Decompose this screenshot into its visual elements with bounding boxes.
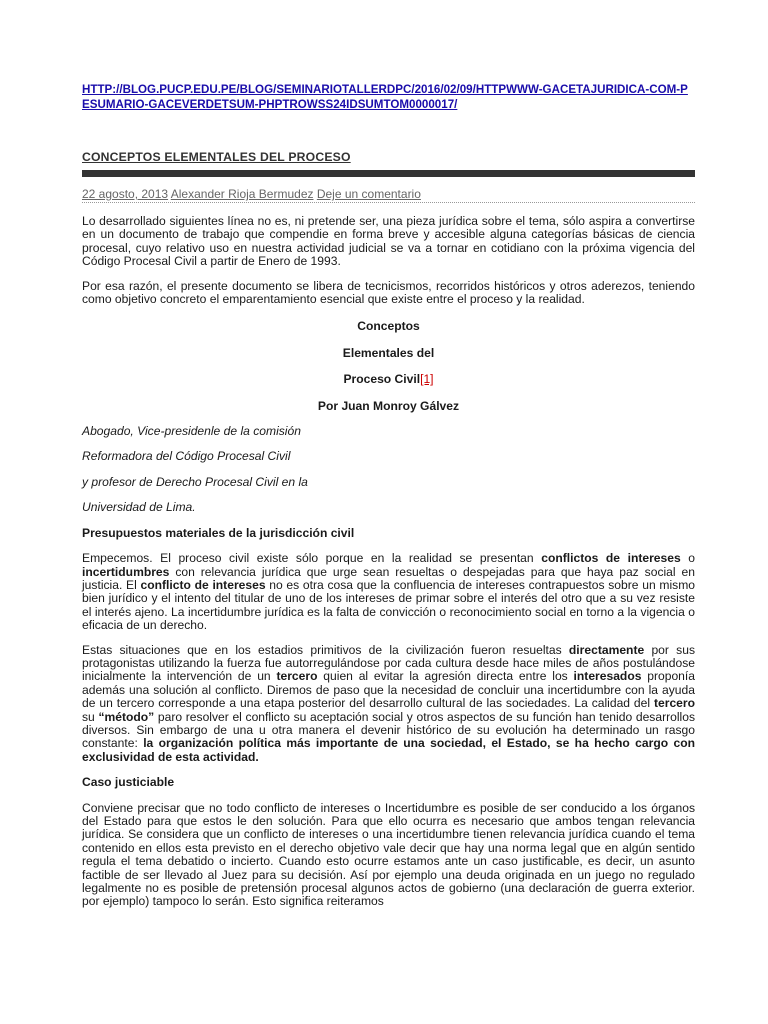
post-date-link[interactable]: 22 agosto, 2013 [82, 187, 169, 201]
heading-line-3 [82, 373, 695, 386]
post-title[interactable]: CONCEPTOS ELEMENTALES DEL PROCESO [82, 150, 351, 164]
heading-line-1: Conceptos [357, 319, 420, 334]
title-divider [82, 170, 695, 177]
source-url-link[interactable]: HTTP://BLOG.PUCP.EDU.PE/BLOG/SEMINARIOTALLERDPC/2016/02/09/HTTPWWW-GACETAJURIDICA-COM-PESUMARIO-GACEVERDETSUM-PHPTROWSS24IDSUMTOM0000017/ [82, 83, 688, 111]
post-author-link[interactable]: Alexander Rioja Bermudez [170, 187, 314, 201]
heading-author: Por Juan Monroy Gálvez [317, 398, 460, 413]
author-bio-line-1: Abogado, Vice-presidenle de la comisión [82, 424, 301, 439]
author-bio-line-3: y profesor de Derecho Procesal Civil en la [82, 474, 308, 489]
body-paragraph-3: Conviene precisar que no todo conflicto de intereses o Incertidumbre es posible de ser conducido a los órganos del Estado para que estos le den solución. Para que ello ocurra es necesario que ambos tengan relevancia jurídica. Se considera que un conflicto de intereses o una incertidumbre tienen relevancia jurídica cuando el tema contenido en ellos esta previsto en el derecho objetivo vale decir que hay una norma legal que en algún sentido regula el tema debatido o incierto. Cuando esto ocurre estamos ante un caso justificable, es decir, un asunto factible de ser llevado al Juez para su decisión. Así por ejemplo una deuda originada en un juego no regulado legalmente no es posible de pretensión procesal algunos actos de gobierno (una declaración de guerra exterior. por ejemplo) tampoco lo serán. Esto significa reiteramos [82, 800, 695, 909]
section-heading-caso-justiciable: Caso justiciable [82, 775, 175, 790]
section-heading-presupuestos: Presupuestos materiales de la jurisdicción civil [82, 525, 355, 540]
author-bio-line-2: Reformadora del Código Procesal Civil [82, 449, 291, 464]
intro-paragraph-2: Por esa razón, el presente documento se libera de tecnicismos, recorridos históricos y otros aderezos, teniendo como objetivo concreto el emparentamiento esencial que existe entre el proceso y la realidad. [82, 278, 695, 307]
body-paragraph-2: Estas situaciones que en los estadios primitivos de la civilización fueron resueltas directamente por sus protagonistas utilizando la fuerza fue autorregulándose por cada cultura desde hace miles de años postulándose inicialmente la intervención de un tercero quien al evitar la agresión directa entre los interesados proponía además una solución al conflicto. Diremos de paso que la necesidad de concluir una incertidumbre con la ayuda de un tercero corresponde a una etapa posterior del desarrollo cultural de las sociedades. La calidad del tercero su “método” paro resolver el conflicto su aceptación social y otros aspectos de su función han tenido desarrollos diversos. Sin embargo de una u otra manera el devenir histórico de su evolución ha determinado un rasgo constante: la organización política más importante de una sociedad, el Estado, se ha hecho cargo con exclusividad de esta actividad. [82, 642, 695, 764]
post-meta [82, 187, 695, 203]
body-paragraph-1: Empecemos. El proceso civil existe sólo porque en la realidad se presentan conflictos de intereses o incertidumbres con relevancia jurídica que urge sean resueltas o despejadas para que haya paz social en justicia. El conflicto de intereses no es otra cosa que la confluencia de intereses contrapuestos sobre un mismo bien jurídico y el intento del titular de uno de los intereses de primar sobre el interés del otro que a su vez resiste el interés ajeno. La incertidumbre jurídica es la falta de convicción o reconocimiento social en torno a la vigencia o eficacia de un derecho. [82, 551, 695, 633]
document-page [82, 82, 695, 909]
author-bio-line-4: Universidad de Lima. [82, 500, 196, 515]
intro-paragraph-1: Lo desarrollado siguientes línea no es, ni pretende ser, una pieza jurídica sobre el tema, sólo aspira a convertirse en un documento de trabajo que compendie en forma breve y accesible alguna categorías básicas de ciencia procesal, cuyo relativo uso en nuestra actividad judicial se va a tornar en cotidiano con la próxima vigencia del Código Procesal Civil a partir de Enero de 1993. [82, 214, 695, 269]
heading-line-2: Elementales del [342, 345, 435, 360]
heading-line-3-text: Proceso Civil [343, 372, 421, 387]
footnote-link[interactable]: [1] [420, 372, 434, 387]
comment-link[interactable]: Deje un comentario [316, 187, 421, 201]
